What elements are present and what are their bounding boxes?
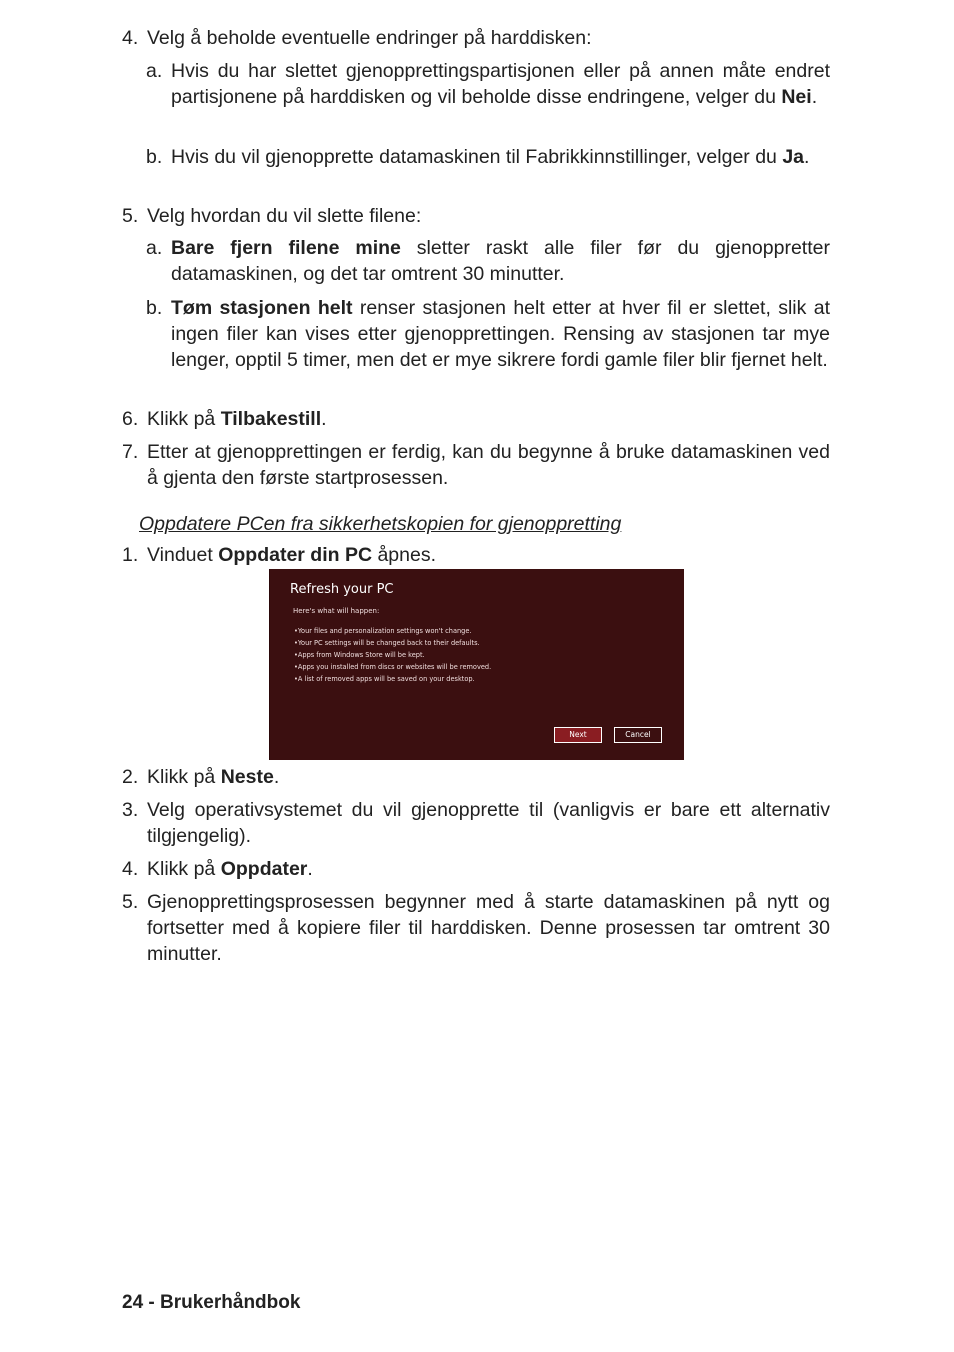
substep-text-part: Hvis du vil gjenopprette datamaskinen til Fabrikkinnstillinger, velger du <box>171 146 783 168</box>
step-number: 4. <box>122 858 139 880</box>
step-text-part: . <box>307 858 313 880</box>
dialog-bullet: • Apps you installed from discs or websites will be removed. <box>294 661 491 673</box>
step-bold-term: Oppdater din PC <box>218 544 373 566</box>
step-number: 1. <box>122 544 139 566</box>
step-5a <box>146 235 830 287</box>
step-text: Velg å beholde eventuelle endringer på harddisken: <box>147 27 592 49</box>
substep-letter: b. <box>146 146 163 168</box>
refresh-step-1 <box>122 542 830 568</box>
substep-bold-term: Ja <box>782 146 805 168</box>
dialog-bullet-list <box>294 625 491 685</box>
section-heading: Oppdatere PCen fra sikkerhetskopien for gjenoppretting <box>139 513 622 535</box>
substep-letter: a. <box>146 60 163 82</box>
dialog-bullet: • Apps from Windows Store will be kept. <box>294 649 491 661</box>
substep-text <box>171 235 830 287</box>
dialog-bullet: • A list of removed apps will be saved on your desktop. <box>294 673 491 685</box>
refresh-step-3 <box>122 797 830 849</box>
step-text <box>147 764 830 790</box>
substep-text-part: renser stasjonen helt etter at hver fil er slettet, slik at ingen filer kan vises etter gjenopprettingen. Rensing av stasjonen tar mye lenger, opptil 5 timer, men det er mye sikrere fordi gamle filer blir fjernet helt. <box>171 297 830 371</box>
step-text-part: . <box>321 408 327 430</box>
step-number: 2. <box>122 766 139 788</box>
step-text-part: Vinduet <box>147 544 219 566</box>
substep-text <box>171 295 830 373</box>
step-bold-term: Tilbakestill <box>220 408 322 430</box>
substep-text-part: . <box>804 146 810 168</box>
step-text-part: . <box>273 766 280 788</box>
step-4 <box>122 25 830 51</box>
step-text: Velg hvordan du vil slette filene: <box>147 205 422 227</box>
step-text: Velg operativsystemet du vil gjenopprette til (vanligvis er bare ett alternativ tilgjengelig). <box>147 799 830 847</box>
dialog-title: Refresh your PC <box>290 582 394 597</box>
page-footer: 24 - Brukerhåndbok <box>122 1292 301 1313</box>
dialog-intro: Here's what will happen: <box>293 607 380 615</box>
refresh-step-5 <box>122 889 830 967</box>
step-text-part: Klikk på <box>147 858 221 880</box>
dialog-bullet: • Your PC settings will be changed back to their defaults. <box>294 637 491 649</box>
refresh-step-2 <box>122 764 830 790</box>
substep-bold-term: Nei <box>781 86 812 108</box>
substep-letter: b. <box>146 297 163 319</box>
step-text <box>147 542 830 568</box>
step-text-part: åpnes. <box>372 544 437 566</box>
substep-bold-term: Tøm stasjonen helt <box>171 297 353 319</box>
step-number: 4. <box>122 27 139 49</box>
step-number: 7. <box>122 441 139 463</box>
step-text: Gjenopprettingsprosessen begynner med å starte datamaskinen på nytt og fortsetter med å kopiere filer til harddisken. Denne prosessen tar omtrent 30 minutter. <box>147 891 830 965</box>
step-4a <box>146 58 830 110</box>
step-6 <box>122 406 830 432</box>
step-bold-term: Neste <box>220 766 274 788</box>
step-text-part: Klikk på <box>147 766 221 788</box>
cancel-button[interactable]: Cancel <box>614 727 662 743</box>
step-7 <box>122 439 830 491</box>
dialog-bullet: • Your files and personalization settings won't change. <box>294 625 491 637</box>
substep-text-part: Hvis du har slettet gjenopprettingspartisjonen eller på annen måte endret partisjonene på harddisken og vil beholde disse endringene, velger du <box>171 60 830 108</box>
step-bold-term: Oppdater <box>220 858 308 880</box>
next-button[interactable]: Next <box>554 727 602 743</box>
substep-bold-term: Bare fjern filene mine <box>171 237 401 259</box>
step-text <box>147 856 830 882</box>
substep-text <box>171 58 830 110</box>
step-text <box>147 406 830 432</box>
step-number: 5. <box>122 891 139 913</box>
substep-text <box>171 144 830 170</box>
step-number: 6. <box>122 408 139 430</box>
step-text: Etter at gjenopprettingen er ferdig, kan du begynne å bruke datamaskinen ved å gjenta den første startprosessen. <box>147 441 830 489</box>
step-number: 3. <box>122 799 139 821</box>
refresh-pc-screenshot <box>269 569 684 760</box>
substep-text-part: sletter raskt alle filer før du gjenoppretter datamaskinen, og det tar omtrent 30 minutter. <box>171 237 830 285</box>
substep-letter: a. <box>146 237 163 259</box>
substep-text-part: . <box>811 86 818 108</box>
step-number: 5. <box>122 205 139 227</box>
step-5 <box>122 203 830 229</box>
step-text-part: Klikk på <box>147 408 221 430</box>
step-5b <box>146 295 830 373</box>
step-4b <box>146 144 830 170</box>
refresh-step-4 <box>122 856 830 882</box>
